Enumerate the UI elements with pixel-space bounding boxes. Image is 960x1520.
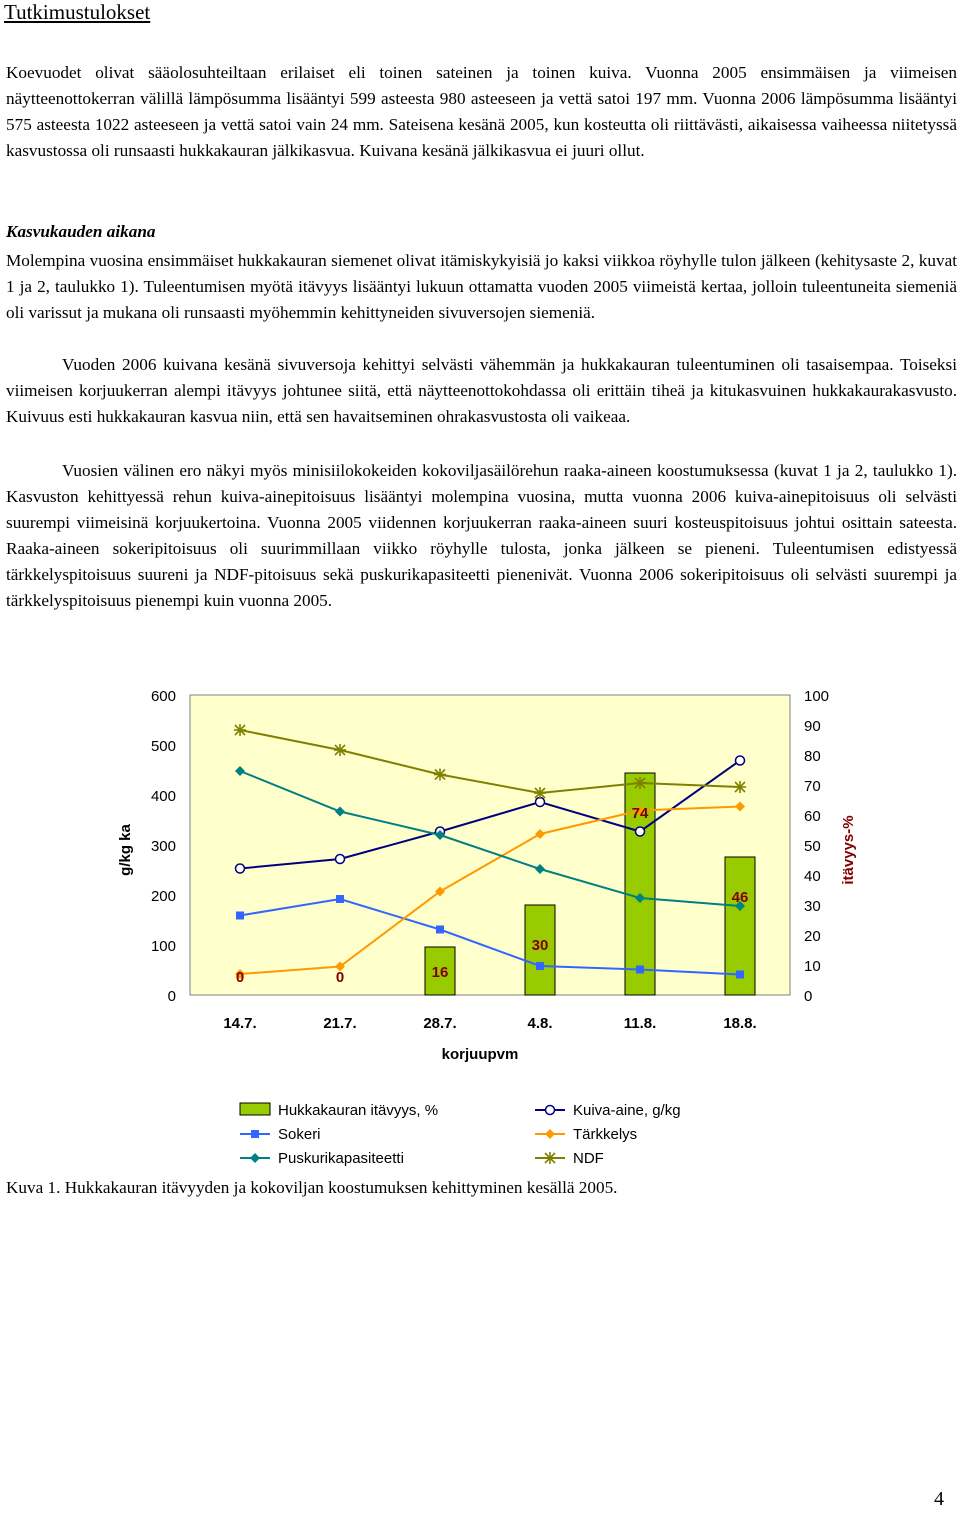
plot-area — [190, 695, 790, 995]
y-right-tick-label: 80 — [804, 748, 821, 765]
bar-data-label: 0 — [335, 969, 345, 986]
y-left-tick-label: 300 — [150, 838, 176, 855]
paragraph-2006 — [6, 352, 957, 430]
y-left-tick-label: 0 — [167, 988, 176, 1005]
series-sokeri-point — [336, 895, 344, 903]
y-left-tick-label: 400 — [150, 788, 176, 805]
legend-swatch-marker — [544, 1152, 556, 1164]
legend-label: Tärkkelys — [573, 1126, 638, 1143]
y-right-tick-label: 10 — [804, 958, 821, 975]
y-left-tick-label: 200 — [150, 888, 176, 905]
page-number: 4 — [934, 1488, 944, 1510]
series-sokeri-point — [236, 912, 244, 920]
series-kuiva-aine-g-kg-point — [636, 827, 645, 836]
y-left-tick-label: 500 — [150, 738, 176, 755]
subheading: Kasvukauden aikana — [6, 222, 156, 241]
paragraph-weather: Koevuodet olivat sääolosuhteiltaan erilaiset eli toinen sateinen ja toinen kuiva. Vuonna 2005 ensimmäisen ja viimeisen näytteenottokerran välillä lämpösumma lisääntyi 599 asteesta 980 asteeseen ja vettä satoi 197 mm. Vuonna 2006 lämpösumma lisääntyi 575 asteesta 1022 asteeseen ja vettä satoi vain 24 mm. Sateisena kesänä 2005, kun kosteutta oli riittävästi, aikaisessa vaiheessa niitetyssä kasvustossa oli runsaasti hukkakauran jälkikasvua. Kuivana kesänä jälkikasvua ei juuri ollut. — [6, 63, 957, 160]
series-sokeri-point — [536, 962, 544, 970]
legend-swatch-marker — [250, 1153, 260, 1163]
paragraph-composition-text: Vuosien välinen ero näkyi myös minisiilokokeiden kokoviljasäilörehun raaka-aineen koostumuksessa (kuvat 1 ja 2, taulukko 1). Kasvuston kehittyessä rehun kuiva-ainepitoisuus lisääntyi molempina vuosina, mutta vuonna 2006 kuiva-ainepitoisuus oli selvästi suurempi viimeisinä korjuukertoina. Vuonna 2005 viidennen korjuukerran raaka-aineen suuri kosteuspitoisuus johtui osittain sateesta. Raaka-aineen sokeripitoisuus oli suurimmillaan viikko röyhylle tulosta, jonka jälkeen se pieneni. Tuleentumisen edistyessä tärkkelyspitoisuus suureni ja NDF-pitoisuus sekä puskurikapasiteetti pienenivät. Vuonna 2006 sokeripitoisuus oli selvästi suurempi ja tärkkelyspitoisuus pienempi kuin vuonna 2005. — [6, 461, 957, 610]
series-kuiva-aine-g-kg-point — [236, 864, 245, 873]
y-right-tick-label: 50 — [804, 838, 821, 855]
paragraph-2006-text: Vuoden 2006 kuivana kesänä sivuversoja kehittyi selvästi vähemmän ja hukkakauran tuleentuminen oli tasaisempaa. Toiseksi viimeisen korjuukerran alempi itävyys johtunee siitä, että näytteenottokohdassa oli erittäin tiheä ja kitukasvuinen hukkakaurakasvusto. Kuivuus esti hukkakauran kasvua niin, että sen havaitseminen ohrakasvustosta oli vaikeaa. — [6, 355, 957, 426]
bar-data-label: 46 — [731, 889, 749, 906]
legend-label: Kuiva-aine, g/kg — [573, 1102, 681, 1119]
legend-swatch-bar — [240, 1103, 270, 1115]
series-ndf-point — [734, 781, 746, 793]
series-sokeri-point — [436, 926, 444, 934]
y-right-tick-label: 30 — [804, 898, 821, 915]
bar-data-label: 0 — [235, 969, 245, 986]
series-kuiva-aine-g-kg-point — [736, 756, 745, 765]
legend-label: Puskurikapasiteetti — [278, 1150, 404, 1167]
x-tick-label: 28.7. — [423, 1015, 457, 1032]
series-sokeri-point — [736, 971, 744, 979]
y-right-tick-label: 70 — [804, 778, 821, 795]
x-tick-label: 21.7. — [323, 1015, 357, 1032]
y-left-tick-label: 100 — [150, 938, 176, 955]
bar-data-label: 16 — [431, 964, 449, 981]
series-ndf-point — [334, 744, 346, 756]
section-heading: Tutkimustulokset — [4, 0, 151, 24]
bar-data-label: 74 — [631, 805, 649, 822]
series-ndf-point — [234, 724, 246, 736]
y-right-tick-label: 20 — [804, 928, 821, 945]
y-right-axis-title: itävyys-% — [840, 815, 857, 885]
legend-label: NDF — [573, 1150, 604, 1167]
x-tick-label: 4.8. — [527, 1015, 553, 1032]
paragraph-composition — [6, 458, 957, 614]
x-axis-title: korjuupvm — [441, 1046, 519, 1063]
series-ndf-point — [634, 777, 646, 789]
series-ndf-point — [434, 769, 446, 781]
y-right-tick-label: 0 — [804, 988, 813, 1005]
y-left-axis-title: g/kg ka — [117, 824, 134, 876]
legend-swatch-marker — [546, 1106, 555, 1115]
bar-data-label: 30 — [531, 937, 549, 954]
series-kuiva-aine-g-kg-point — [336, 855, 345, 864]
legend-swatch-marker — [251, 1130, 259, 1138]
figure-chart — [0, 670, 960, 1190]
x-tick-label: 11.8. — [623, 1015, 657, 1032]
y-right-tick-label: 100 — [804, 688, 830, 705]
legend-label: Sokeri — [278, 1126, 321, 1143]
legend-label: Hukkakauran itävyys, % — [278, 1102, 439, 1119]
y-left-tick-label: 600 — [150, 688, 176, 705]
x-tick-label: 14.7. — [223, 1015, 257, 1032]
series-sokeri-point — [636, 966, 644, 974]
figure-caption: Kuva 1. Hukkakauran itävyyden ja kokoviljan koostumuksen kehittyminen kesällä 2005. — [6, 1178, 618, 1197]
combo-chart — [0, 670, 960, 1190]
x-tick-label: 18.8. — [723, 1015, 757, 1032]
y-right-tick-label: 60 — [804, 808, 821, 825]
y-right-tick-label: 90 — [804, 718, 821, 735]
paragraph-germination: Molempina vuosina ensimmäiset hukkakauran siemenet olivat itämiskykyisiä jo kaksi viikkoa röyhylle tulon jälkeen (kehitysaste 2, kuvat 1 ja 2, taulukko 1). Tuleentumisen myötä itävyys lisääntyi lukuun ottamatta vuoden 2005 viimeistä kertaa, jolloin tuleentuneita siemeniä oli varissut ja mukana oli runsaasti myöhemmin kehittyneiden sivuversojen siemeniä. — [6, 251, 957, 322]
y-right-tick-label: 40 — [804, 868, 821, 885]
legend-swatch-marker — [545, 1129, 555, 1139]
series-ndf-point — [534, 787, 546, 799]
